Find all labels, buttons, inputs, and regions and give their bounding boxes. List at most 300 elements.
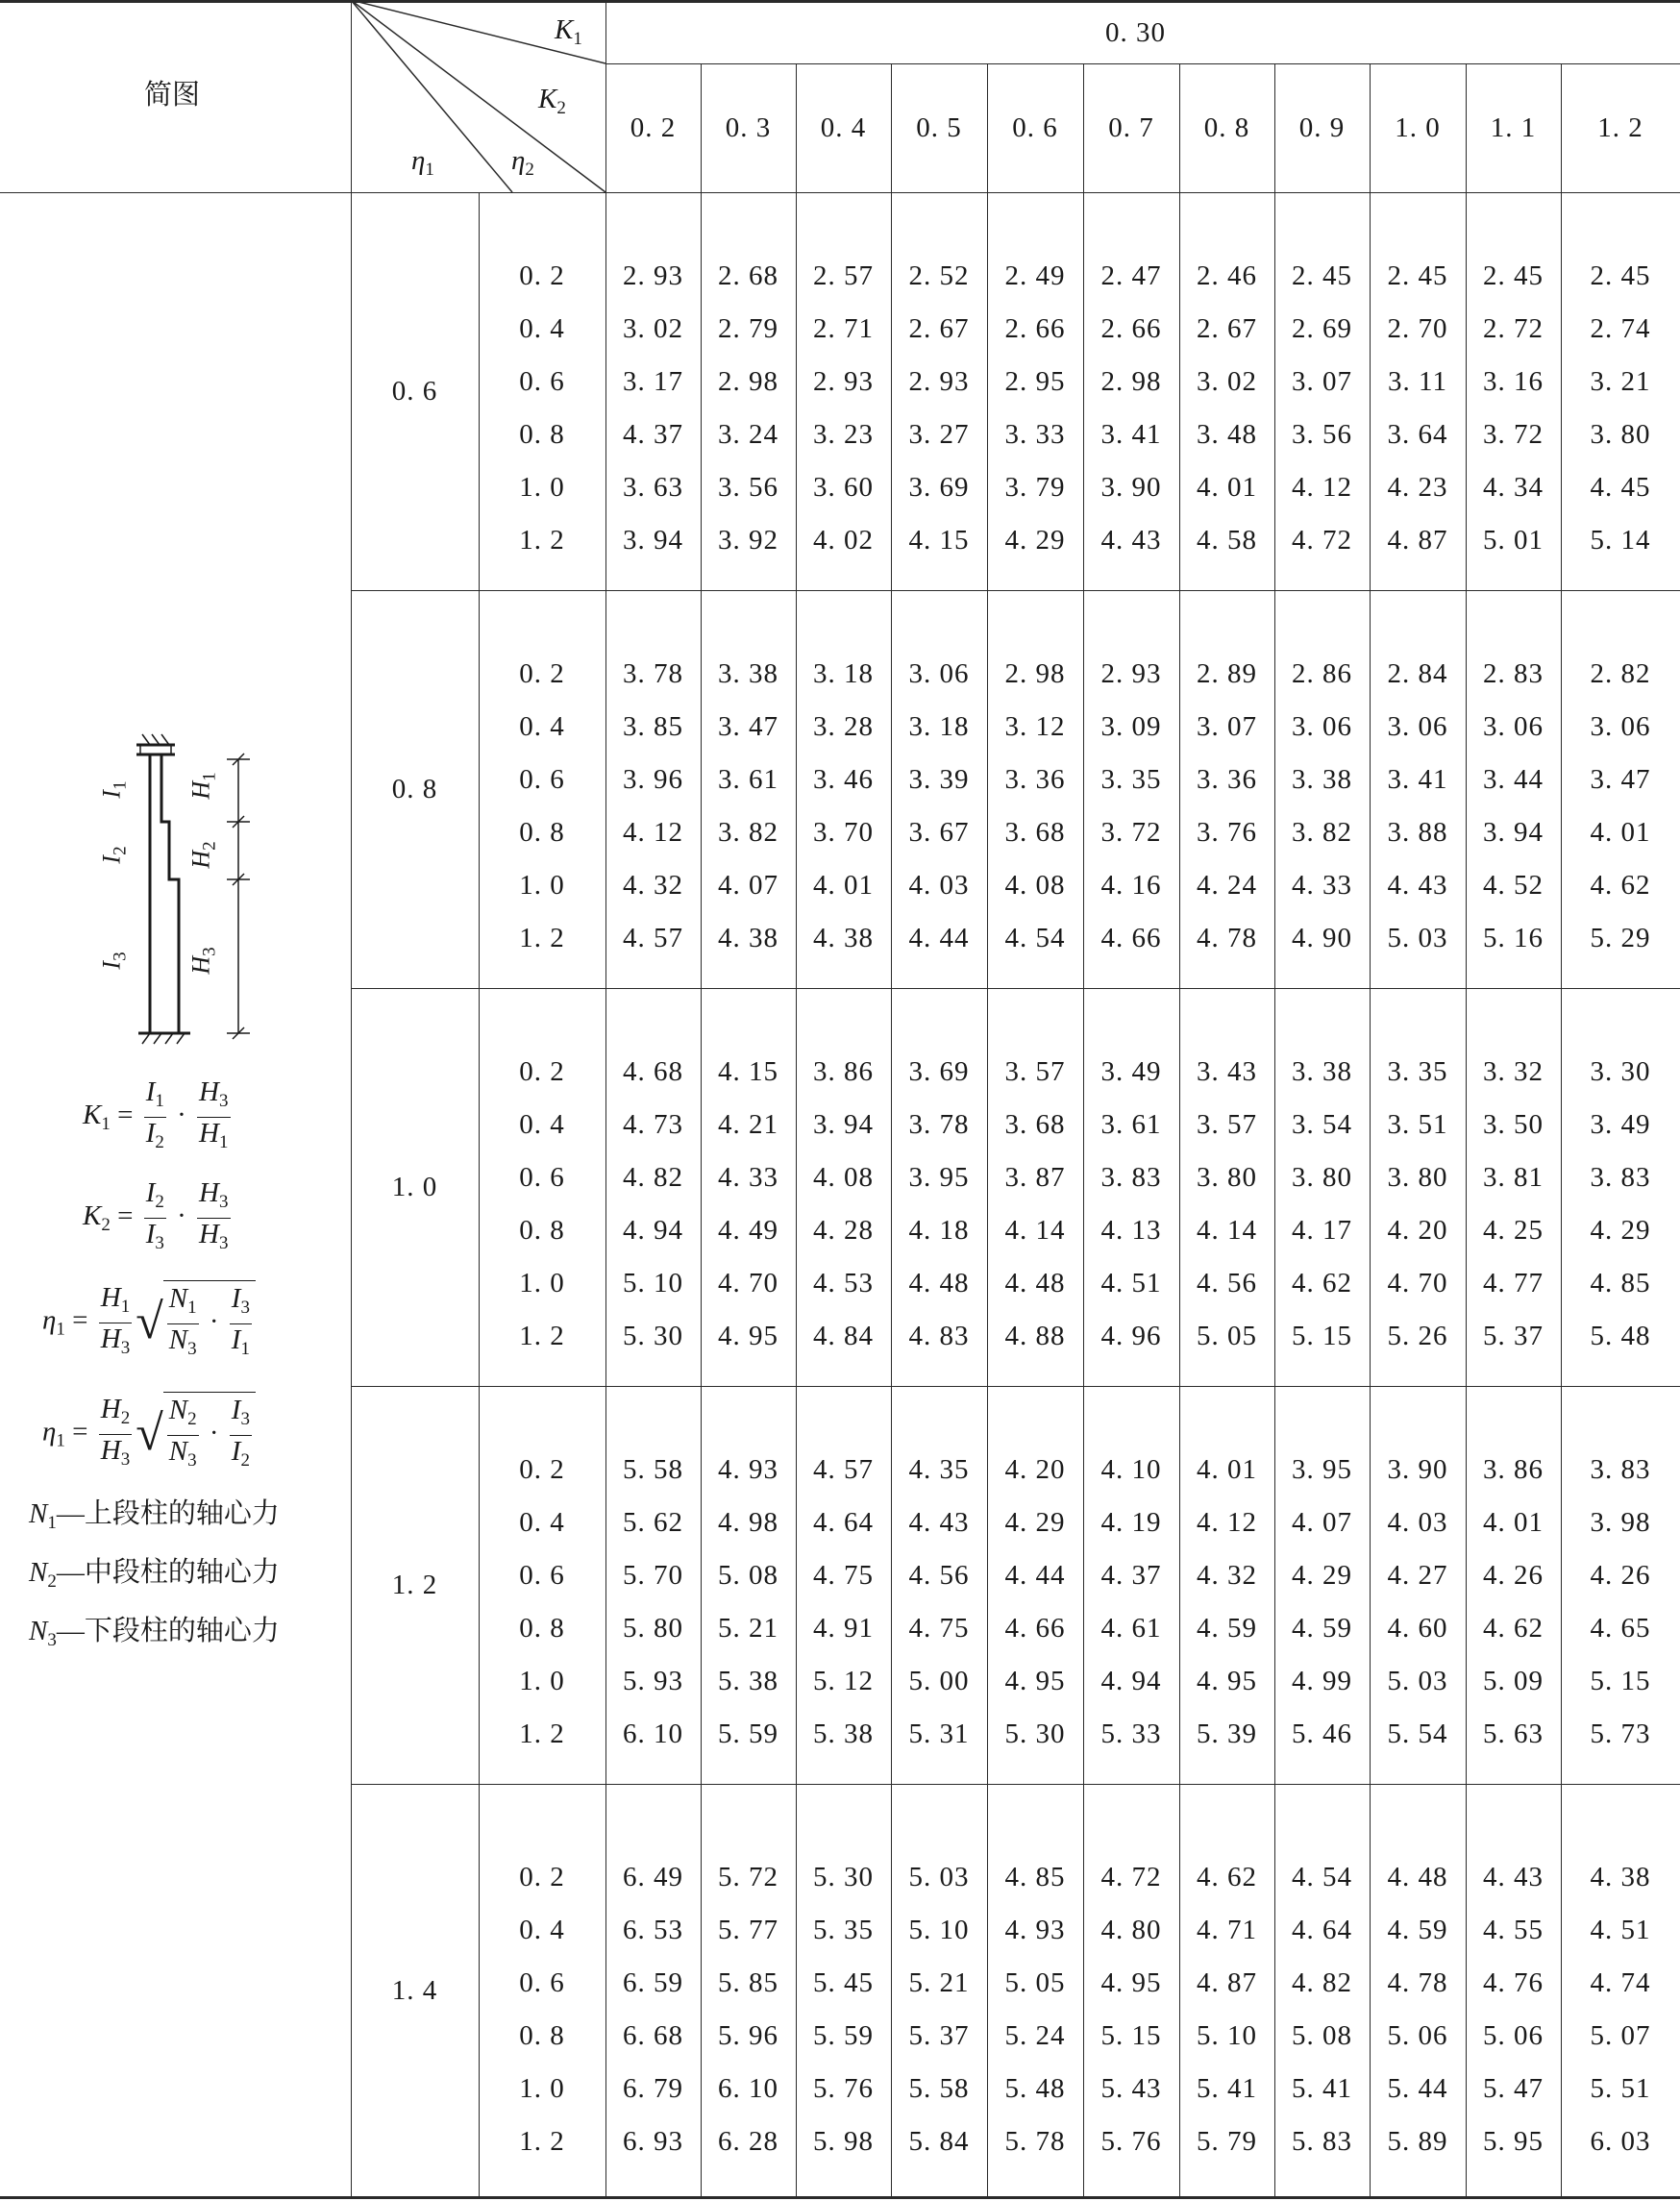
table-cell: 3. 79 xyxy=(1004,472,1066,503)
table-cell: 4. 18 xyxy=(908,1215,970,1246)
table-cell: 2. 69 xyxy=(1292,313,1352,344)
table-cell: 5. 41 xyxy=(1292,2073,1352,2104)
table-cell: 5. 76 xyxy=(813,2073,874,2104)
table-cell: 5. 63 xyxy=(1483,1719,1544,1749)
table-cell: 3. 80 xyxy=(1590,419,1651,450)
table-cell: 4. 62 xyxy=(1590,870,1651,901)
eta2-row-label: 0. 4 xyxy=(519,1915,565,1945)
table-cell: 4. 87 xyxy=(1197,1967,1257,1998)
group-separator xyxy=(351,1784,1680,1785)
table-cell: 6. 10 xyxy=(623,1719,683,1749)
group-separator xyxy=(351,988,1680,989)
k2-header-cell: 0. 2 xyxy=(630,112,677,143)
table-cell: 3. 80 xyxy=(1197,1162,1257,1193)
eta2-row-label: 0. 8 xyxy=(519,1215,565,1246)
table-cell: 4. 01 xyxy=(1483,1507,1544,1538)
k2-header-cell: 0. 6 xyxy=(1012,112,1058,143)
table-top-border xyxy=(0,0,1680,3)
table-cell: 2. 52 xyxy=(908,260,970,291)
group-separator xyxy=(351,590,1680,591)
data-col-border xyxy=(1083,63,1084,2196)
table-cell: 5. 93 xyxy=(623,1666,683,1696)
corner-label-eta2: $\eta_2$ xyxy=(511,145,534,180)
table-cell: 4. 32 xyxy=(1197,1560,1257,1591)
table-cell: 5. 15 xyxy=(1590,1666,1651,1696)
table-cell: 4. 53 xyxy=(813,1268,874,1298)
table-cell: 4. 43 xyxy=(908,1507,970,1538)
table-cell: 4. 16 xyxy=(1100,870,1162,901)
table-cell: 5. 31 xyxy=(908,1719,970,1749)
data-col-border xyxy=(1274,63,1275,2196)
label-h3: $H_3$ xyxy=(186,947,220,975)
table-cell: 3. 18 xyxy=(908,711,970,742)
table-cell: 4. 57 xyxy=(813,1454,874,1485)
table-cell: 3. 07 xyxy=(1197,711,1257,742)
table-cell: 5. 39 xyxy=(1197,1719,1257,1749)
table-cell: 3. 88 xyxy=(1387,817,1448,848)
table-cell: 4. 96 xyxy=(1100,1321,1162,1351)
table-cell: 4. 66 xyxy=(1100,923,1162,953)
table-cell: 5. 07 xyxy=(1590,2020,1651,2051)
table-cell: 2. 84 xyxy=(1387,658,1448,689)
table-cell: 5. 10 xyxy=(1197,2020,1257,2051)
table-cell: 4. 01 xyxy=(813,870,874,901)
eta1-group-label: 0. 6 xyxy=(391,376,438,407)
table-cell: 2. 46 xyxy=(1197,260,1257,291)
header-bottom-line xyxy=(0,192,1680,193)
eta2-row-label: 0. 4 xyxy=(519,313,565,344)
table-cell: 4. 59 xyxy=(1197,1613,1257,1644)
table-cell: 4. 99 xyxy=(1292,1666,1352,1696)
table-cell: 3. 70 xyxy=(813,817,874,848)
table-cell: 4. 82 xyxy=(1292,1967,1352,1998)
table-cell: 4. 37 xyxy=(1100,1560,1162,1591)
legend-n1: $N_1—$上段柱的轴心力 xyxy=(29,1498,280,1533)
formula-eta1: $\eta_1$ = $\frac{H_1}{H_3}$ √ $\frac{N_1}{N_3}$ · $\frac{I_3}{I_1}$ xyxy=(42,1280,256,1365)
table-cell: 4. 02 xyxy=(813,525,874,556)
table-cell: 4. 45 xyxy=(1590,472,1651,503)
table-cell: 4. 80 xyxy=(1100,1915,1162,1945)
table-cell: 4. 78 xyxy=(1197,923,1257,953)
table-cell: 3. 90 xyxy=(1387,1454,1448,1485)
table-cell: 4. 03 xyxy=(908,870,970,901)
table-cell: 2. 93 xyxy=(908,366,970,397)
table-cell: 2. 67 xyxy=(1197,313,1257,344)
data-col-border xyxy=(891,63,892,2196)
table-cell: 4. 26 xyxy=(1483,1560,1544,1591)
eta2-row-label: 1. 0 xyxy=(519,1666,565,1696)
table-cell: 4. 77 xyxy=(1483,1268,1544,1298)
data-col-border xyxy=(1466,63,1467,2196)
table-cell: 2. 66 xyxy=(1004,313,1066,344)
table-cell: 3. 11 xyxy=(1388,366,1447,397)
table-cell: 4. 37 xyxy=(623,419,683,450)
table-cell: 5. 06 xyxy=(1483,2020,1544,2051)
table-cell: 4. 07 xyxy=(718,870,778,901)
table-cell: 4. 21 xyxy=(718,1109,778,1140)
table-cell: 3. 94 xyxy=(623,525,683,556)
table-cell: 4. 56 xyxy=(908,1560,970,1591)
table-cell: 6. 53 xyxy=(623,1915,683,1945)
table-cell: 2. 66 xyxy=(1100,313,1162,344)
eta2-row-label: 1. 0 xyxy=(519,2073,565,2104)
table-cell: 5. 03 xyxy=(1387,1666,1448,1696)
label-i2: $I_2$ xyxy=(97,846,131,864)
table-cell: 6. 03 xyxy=(1590,2126,1651,2157)
table-cell: 6. 10 xyxy=(718,2073,778,2104)
table-cell: 4. 59 xyxy=(1292,1613,1352,1644)
table-cell: 4. 15 xyxy=(908,525,970,556)
eta2-col-border xyxy=(605,0,606,2196)
table-cell: 3. 92 xyxy=(718,525,778,556)
table-cell: 3. 64 xyxy=(1387,419,1448,450)
table-cell: 6. 79 xyxy=(623,2073,683,2104)
table-cell: 3. 23 xyxy=(813,419,874,450)
table-cell: 2. 93 xyxy=(813,366,874,397)
table-cell: 3. 41 xyxy=(1387,764,1448,795)
table-cell: 2. 67 xyxy=(908,313,970,344)
diagram-header-label: 简图 xyxy=(144,80,201,111)
corner-label-eta1: $\eta_1$ xyxy=(411,145,434,180)
table-cell: 2. 74 xyxy=(1590,313,1651,344)
table-cell: 3. 33 xyxy=(1004,419,1066,450)
table-cell: 4. 94 xyxy=(1100,1666,1162,1696)
table-cell: 4. 17 xyxy=(1292,1215,1352,1246)
table-cell: 3. 69 xyxy=(908,472,970,503)
table-cell: 4. 93 xyxy=(718,1454,778,1485)
eta2-row-label: 1. 2 xyxy=(519,1719,565,1749)
table-cell: 4. 24 xyxy=(1197,870,1257,901)
table-cell: 5. 14 xyxy=(1590,525,1651,556)
table-cell: 3. 09 xyxy=(1100,711,1162,742)
table-cell: 6. 93 xyxy=(623,2126,683,2157)
table-cell: 5. 79 xyxy=(1197,2126,1257,2157)
table-cell: 4. 28 xyxy=(813,1215,874,1246)
table-cell: 5. 96 xyxy=(718,2020,778,2051)
eta2-row-label: 0. 4 xyxy=(519,711,565,742)
table-cell: 3. 30 xyxy=(1590,1056,1651,1087)
table-cell: 5. 37 xyxy=(1483,1321,1544,1351)
table-cell: 6. 28 xyxy=(718,2126,778,2157)
table-cell: 2. 45 xyxy=(1292,260,1352,291)
eta2-row-label: 1. 0 xyxy=(519,472,565,503)
table-cell: 5. 59 xyxy=(718,1719,778,1749)
data-col-border xyxy=(987,63,988,2196)
table-cell: 4. 91 xyxy=(813,1613,874,1644)
table-cell: 2. 93 xyxy=(623,260,683,291)
table-cell: 4. 25 xyxy=(1483,1215,1544,1246)
eta2-row-label: 1. 2 xyxy=(519,2126,565,2157)
table-cell: 5. 30 xyxy=(623,1321,683,1351)
table-cell: 5. 21 xyxy=(718,1613,778,1644)
table-cell: 3. 16 xyxy=(1483,366,1544,397)
table-cell: 4. 20 xyxy=(1004,1454,1066,1485)
table-cell: 4. 26 xyxy=(1590,1560,1651,1591)
table-cell: 3. 38 xyxy=(1292,1056,1352,1087)
eta2-row-label: 1. 2 xyxy=(519,923,565,953)
eta2-row-label: 0. 2 xyxy=(519,658,565,689)
table-cell: 3. 28 xyxy=(813,711,874,742)
table-cell: 3. 56 xyxy=(1292,419,1352,450)
table-cell: 4. 95 xyxy=(718,1321,778,1351)
table-cell: 3. 68 xyxy=(1004,817,1066,848)
table-cell: 2. 72 xyxy=(1483,313,1544,344)
table-cell: 2. 47 xyxy=(1100,260,1162,291)
table-cell: 4. 60 xyxy=(1387,1613,1448,1644)
table-cell: 5. 10 xyxy=(908,1915,970,1945)
table-cell: 4. 43 xyxy=(1100,525,1162,556)
table-cell: 4. 61 xyxy=(1100,1613,1162,1644)
table-cell: 5. 72 xyxy=(718,1862,778,1892)
eta2-row-label: 0. 8 xyxy=(519,419,565,450)
table-cell: 5. 08 xyxy=(718,1560,778,1591)
formula-k2: $K_2$ = $\frac{I_2}{I_3}$ · $\frac{H_3}{H_3}$ xyxy=(83,1177,229,1253)
eta2-row-label: 0. 4 xyxy=(519,1507,565,1538)
table-cell: 3. 47 xyxy=(1590,764,1651,795)
table-cell: 3. 24 xyxy=(718,419,778,450)
table-cell: 5. 89 xyxy=(1387,2126,1448,2157)
table-cell: 4. 23 xyxy=(1387,472,1448,503)
three-segment-column-diagram xyxy=(86,730,279,1048)
table-cell: 5. 10 xyxy=(623,1268,683,1298)
table-cell: 4. 29 xyxy=(1004,525,1066,556)
table-cell: 3. 95 xyxy=(908,1162,970,1193)
table-cell: 5. 35 xyxy=(813,1915,874,1945)
label-i3: $I_3$ xyxy=(97,952,131,970)
table-cell: 4. 35 xyxy=(908,1454,970,1485)
table-cell: 3. 68 xyxy=(1004,1109,1066,1140)
table-cell: 5. 01 xyxy=(1483,525,1544,556)
table-cell: 2. 57 xyxy=(813,260,874,291)
table-cell: 4. 48 xyxy=(908,1268,970,1298)
table-cell: 4. 95 xyxy=(1100,1967,1162,1998)
k2-header-cell: 0. 5 xyxy=(916,112,962,143)
table-cell: 3. 90 xyxy=(1100,472,1162,503)
table-cell: 4. 75 xyxy=(908,1613,970,1644)
table-cell: 2. 70 xyxy=(1387,313,1448,344)
eta2-row-label: 1. 2 xyxy=(519,525,565,556)
table-cell: 3. 87 xyxy=(1004,1162,1066,1193)
label-i1: $I_1$ xyxy=(97,780,131,799)
table-cell: 5. 06 xyxy=(1387,2020,1448,2051)
table-cell: 2. 82 xyxy=(1590,658,1651,689)
table-cell: 2. 68 xyxy=(718,260,778,291)
table-cell: 3. 94 xyxy=(813,1109,874,1140)
table-cell: 3. 98 xyxy=(1590,1507,1651,1538)
table-cell: 4. 82 xyxy=(623,1162,683,1193)
eta2-row-label: 1. 2 xyxy=(519,1321,565,1351)
table-cell: 4. 62 xyxy=(1292,1268,1352,1298)
table-cell: 5. 16 xyxy=(1483,923,1544,953)
k2-header-cell: 0. 7 xyxy=(1108,112,1154,143)
table-cell: 2. 98 xyxy=(1004,658,1066,689)
table-cell: 2. 98 xyxy=(718,366,778,397)
group-separator xyxy=(351,1386,1680,1387)
table-cell: 4. 34 xyxy=(1483,472,1544,503)
eta2-row-label: 0. 2 xyxy=(519,260,565,291)
table-cell: 4. 72 xyxy=(1292,525,1352,556)
table-cell: 3. 35 xyxy=(1387,1056,1448,1087)
table-cell: 5. 12 xyxy=(813,1666,874,1696)
table-cell: 3. 83 xyxy=(1590,1454,1651,1485)
eta2-row-label: 0. 2 xyxy=(519,1056,565,1087)
table-cell: 3. 46 xyxy=(813,764,874,795)
header-corner-diagonals xyxy=(351,0,605,192)
data-col-border xyxy=(1370,63,1371,2196)
table-cell: 3. 38 xyxy=(718,658,778,689)
table-cell: 4. 29 xyxy=(1590,1215,1651,1246)
table-cell: 4. 32 xyxy=(623,870,683,901)
k2-header-cell: 0. 4 xyxy=(820,112,867,143)
table-cell: 4. 84 xyxy=(813,1321,874,1351)
table-cell: 4. 44 xyxy=(908,923,970,953)
table-cell: 4. 72 xyxy=(1100,1862,1162,1892)
k1-value-header: 0. 30 xyxy=(1105,17,1166,48)
table-cell: 5. 46 xyxy=(1292,1719,1352,1749)
table-cell: 5. 45 xyxy=(813,1967,874,1998)
eta2-row-label: 0. 6 xyxy=(519,764,565,795)
table-cell: 3. 32 xyxy=(1483,1056,1544,1087)
table-cell: 4. 51 xyxy=(1100,1268,1162,1298)
table-cell: 3. 12 xyxy=(1004,711,1066,742)
table-cell: 3. 48 xyxy=(1197,419,1257,450)
table-cell: 2. 79 xyxy=(718,313,778,344)
table-cell: 4. 12 xyxy=(1292,472,1352,503)
table-cell: 4. 90 xyxy=(1292,923,1352,953)
table-cell: 4. 94 xyxy=(623,1215,683,1246)
table-cell: 4. 62 xyxy=(1197,1862,1257,1892)
eta2-row-label: 0. 6 xyxy=(519,1162,565,1193)
table-cell: 5. 95 xyxy=(1483,2126,1544,2157)
table-cell: 4. 48 xyxy=(1387,1862,1448,1892)
table-cell: 3. 78 xyxy=(908,1109,970,1140)
table-cell: 3. 72 xyxy=(1483,419,1544,450)
table-cell: 5. 59 xyxy=(813,2020,874,2051)
table-cell: 4. 43 xyxy=(1387,870,1448,901)
table-bottom-border xyxy=(0,2196,1680,2199)
data-col-border xyxy=(1561,63,1562,2196)
table-cell: 5. 15 xyxy=(1292,1321,1352,1351)
table-cell: 3. 60 xyxy=(813,472,874,503)
eta2-row-label: 0. 4 xyxy=(519,1109,565,1140)
table-cell: 6. 59 xyxy=(623,1967,683,1998)
table-cell: 4. 51 xyxy=(1590,1915,1651,1945)
table-cell: 2. 45 xyxy=(1387,260,1448,291)
table-cell: 4. 08 xyxy=(813,1162,874,1193)
table-cell: 3. 38 xyxy=(1292,764,1352,795)
table-cell: 4. 83 xyxy=(908,1321,970,1351)
diagram-col-border xyxy=(351,0,352,2196)
table-cell: 4. 74 xyxy=(1590,1967,1651,1998)
table-cell: 4. 65 xyxy=(1590,1613,1651,1644)
table-cell: 4. 95 xyxy=(1004,1666,1066,1696)
table-cell: 6. 68 xyxy=(623,2020,683,2051)
table-cell: 2. 71 xyxy=(813,313,874,344)
table-cell: 4. 73 xyxy=(623,1109,683,1140)
table-cell: 3. 94 xyxy=(1483,817,1544,848)
eta2-row-label: 0. 6 xyxy=(519,1967,565,1998)
table-cell: 3. 41 xyxy=(1100,419,1162,450)
table-cell: 4. 03 xyxy=(1387,1507,1448,1538)
table-cell: 3. 67 xyxy=(908,817,970,848)
table-cell: 3. 69 xyxy=(908,1056,970,1087)
table-cell: 5. 30 xyxy=(813,1862,874,1892)
table-cell: 4. 13 xyxy=(1100,1215,1162,1246)
table-cell: 4. 54 xyxy=(1292,1862,1352,1892)
table-cell: 3. 80 xyxy=(1292,1162,1352,1193)
table-cell: 4. 10 xyxy=(1100,1454,1162,1485)
k2-header-cell: 0. 9 xyxy=(1298,112,1346,143)
table-cell: 5. 29 xyxy=(1590,923,1651,953)
table-cell: 3. 21 xyxy=(1590,366,1651,397)
corner-label-k2: $K_2$ xyxy=(538,84,566,118)
table-cell: 4. 55 xyxy=(1483,1915,1544,1945)
table-cell: 5. 51 xyxy=(1590,2073,1651,2104)
table-cell: 5. 44 xyxy=(1387,2073,1448,2104)
table-cell: 4. 20 xyxy=(1387,1215,1448,1246)
table-cell: 2. 95 xyxy=(1004,366,1066,397)
table-cell: 3. 06 xyxy=(1387,711,1448,742)
table-cell: 2. 89 xyxy=(1197,658,1257,689)
table-cell: 3. 78 xyxy=(623,658,683,689)
table-cell: 3. 63 xyxy=(623,472,683,503)
corner-label-k1: $K_1$ xyxy=(555,14,582,49)
k2-header-cell: 1. 2 xyxy=(1597,112,1643,143)
table-cell: 3. 47 xyxy=(718,711,778,742)
table-cell: 2. 83 xyxy=(1483,658,1544,689)
table-cell: 5. 03 xyxy=(908,1862,970,1892)
table-cell: 5. 48 xyxy=(1004,2073,1066,2104)
k2-header-cell: 1. 0 xyxy=(1395,112,1441,143)
table-cell: 3. 57 xyxy=(1197,1109,1257,1140)
table-cell: 5. 38 xyxy=(813,1719,874,1749)
table-cell: 2. 49 xyxy=(1004,260,1066,291)
eta2-row-label: 0. 8 xyxy=(519,2020,565,2051)
k2-header-cell: 1. 1 xyxy=(1490,112,1537,143)
table-cell: 4. 29 xyxy=(1004,1507,1066,1538)
table-cell: 5. 78 xyxy=(1004,2126,1066,2157)
eta1-group-label: 1. 2 xyxy=(391,1570,438,1600)
table-cell: 5. 62 xyxy=(623,1507,683,1538)
table-cell: 3. 82 xyxy=(718,817,778,848)
table-cell: 3. 96 xyxy=(623,764,683,795)
table-cell: 4. 29 xyxy=(1292,1560,1352,1591)
table-cell: 4. 15 xyxy=(718,1056,778,1087)
table-cell: 3. 57 xyxy=(1004,1056,1066,1087)
table-cell: 5. 05 xyxy=(1004,1967,1066,1998)
table-cell: 3. 06 xyxy=(908,658,970,689)
table-cell: 4. 33 xyxy=(718,1162,778,1193)
table-cell: 4. 75 xyxy=(813,1560,874,1591)
table-cell: 4. 54 xyxy=(1004,923,1066,953)
table-cell: 3. 36 xyxy=(1197,764,1257,795)
table-cell: 5. 26 xyxy=(1387,1321,1448,1351)
table-cell: 2. 98 xyxy=(1100,366,1162,397)
table-cell: 4. 48 xyxy=(1004,1268,1066,1298)
table-cell: 3. 06 xyxy=(1483,711,1544,742)
eta2-row-label: 0. 8 xyxy=(519,817,565,848)
table-cell: 4. 76 xyxy=(1483,1967,1544,1998)
table-cell: 4. 85 xyxy=(1590,1268,1651,1298)
table-cell: 4. 78 xyxy=(1387,1967,1448,1998)
eta1-group-label: 1. 0 xyxy=(391,1172,438,1202)
table-cell: 3. 49 xyxy=(1100,1056,1162,1087)
table-cell: 5. 48 xyxy=(1590,1321,1651,1351)
table-cell: 5. 84 xyxy=(908,2126,970,2157)
table-cell: 2. 45 xyxy=(1483,260,1544,291)
table-cell: 3. 39 xyxy=(908,764,970,795)
table-cell: 3. 80 xyxy=(1387,1162,1448,1193)
